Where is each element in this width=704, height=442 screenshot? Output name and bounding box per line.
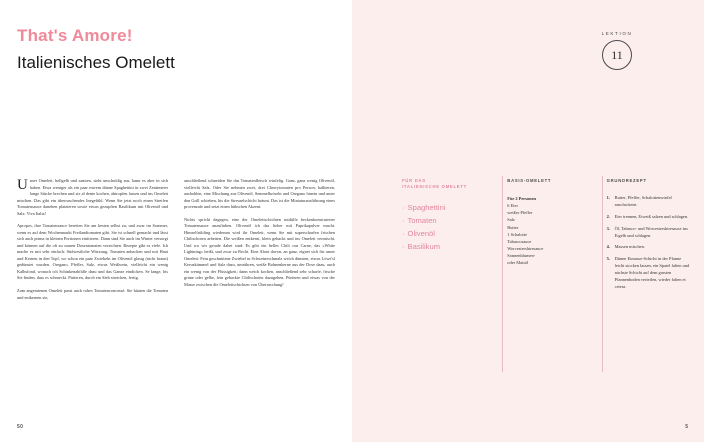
list-item: Salz <box>507 217 515 223</box>
list-item: oder Maisöl <box>507 260 529 266</box>
lesson-number: 11 <box>611 48 623 62</box>
basis-list <box>507 195 592 266</box>
paragraph-1-text: nser Omelett, hellgelb und samten, sieht unschuldig aus, kann es aber in sich haben. Etwa weniger als ein paar extrem dünne Spaghettini in zwei Zentimeter lange Stücke brechen und sie al dente kochen, abtropfen lassen und ins Omelett mischen. Das gibt ein überraschendes Inegefühl. Wenn Sie jetzt noch einen Streifen Tomatensauce daneben platzieren sowie etwas gezupften Basilikum mit Olivenöl und Salz: Viva Italia! <box>17 178 168 216</box>
recipe-heading-line1: FÜR DAS <box>402 178 426 183</box>
folio-right: 5 <box>685 424 688 430</box>
body-column-1 <box>17 178 168 307</box>
list-item: Butter <box>507 224 519 230</box>
right-page <box>352 0 704 442</box>
list-item: · Olivenöl <box>402 227 493 240</box>
folio-left: 50 <box>17 424 24 430</box>
recipe-heading-steps: GRUNDREZEPT <box>606 178 647 183</box>
list-item: Tabascosauce <box>507 238 532 244</box>
list-item: Öl, Tabasco- und Worcestershiresauce ins Eigelb und schlagen. <box>614 225 688 238</box>
paragraph-3: Zum angeratenen Omelett passt auch rohes Tomatenconcassé: Sie häuten die Tomaten und entkernen sie, <box>17 287 168 300</box>
recipe-column-basis <box>507 178 592 296</box>
list-item: Worcestershiresauce <box>507 245 544 251</box>
ingredient-list <box>402 201 493 253</box>
recipe-column-steps <box>607 178 692 296</box>
list-item: 6 Eier <box>507 203 518 209</box>
recipe-column-ingredients <box>402 178 493 296</box>
paragraph-5: Nichts spricht dagegen, eine der Omelettschichten mithilfe beckenkonstruierter Tomatensauce anzufärben. Olivenöl ich das lieber mit Paprikapulver macht. Himselfrühling wiederum wird ihr Omelett, wenn Sie mit superscharfen frischen Chilischoten arbeiten. Die weißen entkernt, klein gehackt und ins Omelett vermischt. Und wo wir gerade dabei sind: Es gibt ein helles Chili con Carne, das »White Lightning« heißt, und zwar zu Recht. Eine Abart davon, an ganz, eignet sich für unser Omelett: Fein geschnittene Zwiebel in Schweineschmalz weich dünsten, etwas Löwe'sl Kreuzkümmel und Salz dazu, umrühren, weiße Bohnenkerne aus der Dose dazu, auch ein wenig von der Flüssigkeit; dann weich kochen, anschließend sehr scharfe, frische grüne oder gelbe, fein gehackte Chilischoten dazugeben. Pürieren und etwas von der Masse zwischen die Omelettschichten von Überraschung! <box>184 216 335 287</box>
recipe-heading-basis: BASIS-OMELETT <box>507 178 552 183</box>
drop-cap: U <box>17 177 28 193</box>
lesson-badge <box>588 31 646 70</box>
lesson-label: LEKTION <box>601 31 633 36</box>
title-accent: That's Amore! <box>17 26 133 45</box>
list-item: · Basilikum <box>402 240 493 253</box>
list-item: weißer Pfeffer <box>507 210 533 216</box>
recipe-columns <box>402 178 692 296</box>
list-item: Butter, Pfeffer, Schalottenwürfel anschwitzen. <box>614 195 672 207</box>
recipe-heading-ingredients <box>402 178 493 190</box>
paragraph-2: Apropos, ihre Tomatensauce bereiten Sie am besten selbst zu, und zwar im Sommer, wenn es auf dem Wochenmarkt Freilandtomaten gibt. Sie ist schnell gemacht und lässt sich auch prima in kleinen Portionen einfrieren. Dann sind Sie auch im Winter versorgt und können auf die oft zu sauren Dosentomaten verzichten. Rezepte gibt es viele. Ich mache es mit sehr einfach: Südwestliche Würzung, Tomaten anbacken und mit Haut und Kernen in den Topf, wo schon ein paar Zwiebeln im Olivenöl glasig (nicht braun) gedünstet wurden. Oregano, Pfeffer, Salz, etwas Weißwein, vielleicht ein wenig Kalbsfond, wonach ich Schinkenabfälle dazu und das Ganze eindicken. Se lange, bis Sie finden, dass es schmeckt. Pürieren, durch ein Sieb streichen, fertig. <box>17 223 168 281</box>
list-item: Sonnenblumen- <box>507 253 536 259</box>
list-item: Eier trennen, Eiweiß salzen und schlagen. <box>614 213 689 219</box>
body-column-2 <box>184 178 335 307</box>
list-item: Massen mischen. <box>614 244 645 250</box>
list-item: · Spaghettini <box>402 201 493 214</box>
body-columns <box>17 178 335 307</box>
title-main: Italienisches Omelett <box>17 52 175 72</box>
list-item: · Tomaten <box>402 214 493 227</box>
lesson-circle <box>602 40 632 70</box>
recipe-heading-line2: ITALIENISCHE OMELETT <box>402 184 467 190</box>
paragraph-1 <box>17 178 168 217</box>
steps-list <box>607 195 692 290</box>
paragraph-4: anschließend schneiden Sie das Tomatenfleisch würfelig. Ganz, ganz wenig Olivenöl, vielleicht Salz. Oder Sie nehmen zwei, drei Cherrytomaten pro Person; halbieren, ausbohlen, eine Mischung aus Olivenöl, Semmelbröseln und Oregano hinein und unter den Grill schieben, bis die Streuselschicht bräunt. Das ist die Miniaturausführung eines provenzale und setzt einen hübschen Akzent. <box>184 178 335 210</box>
page-title <box>17 26 217 73</box>
list-item: Dünne Eimasse-Schicht in der Pfanne leicht stocken lassen, ein Spatel falten und nächste Schicht auf dem garsten Pfannenboden verteilen, wieder falten et cetera. <box>614 256 690 289</box>
list-item: Für 2 Personen <box>507 196 536 202</box>
list-item: 1 Schalotte <box>507 231 527 237</box>
